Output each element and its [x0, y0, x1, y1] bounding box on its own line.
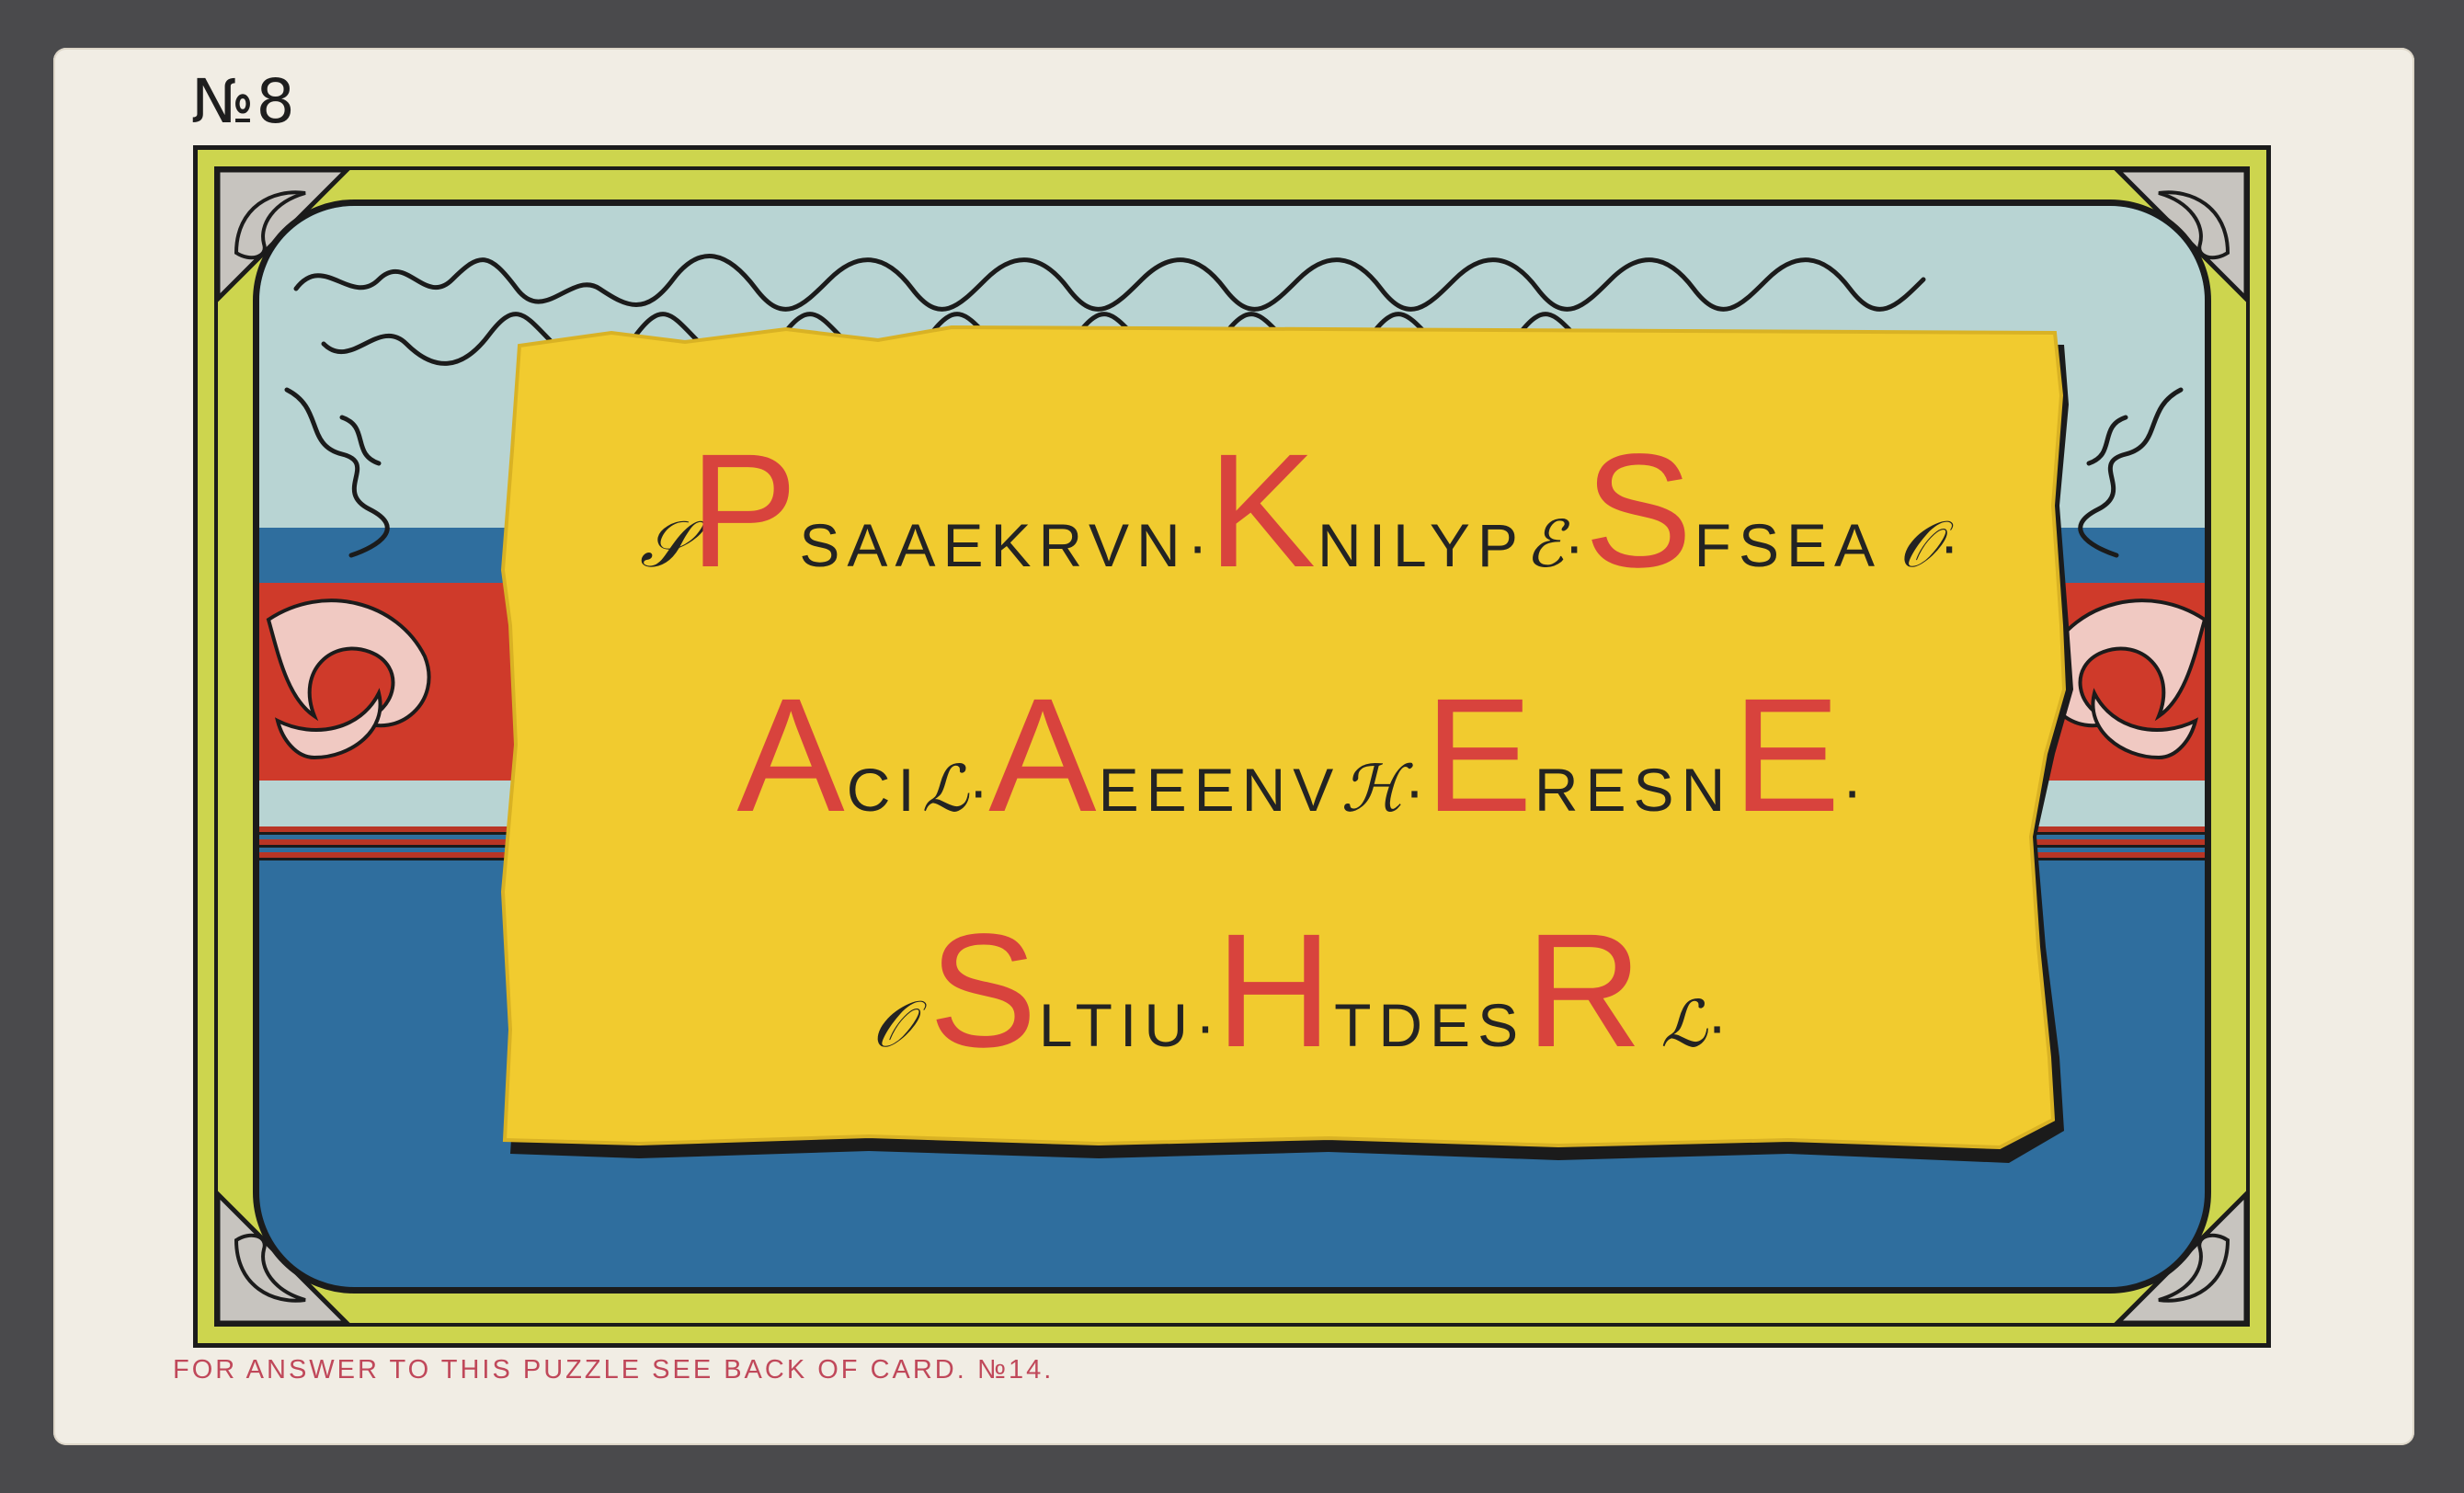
red-initial: E [1732, 666, 1842, 846]
separator-dot: · [1404, 756, 1425, 824]
letter-group: TDES [1334, 991, 1526, 1059]
card-number: №8 [191, 66, 297, 137]
letter-group: RESN [1534, 756, 1733, 824]
puzzle-card [53, 48, 2414, 1445]
separator-dot: · [1564, 511, 1585, 579]
letter-group: NILYP [1318, 511, 1525, 579]
red-initial: A [988, 666, 1099, 846]
script-letter: ℰ [1524, 507, 1565, 582]
separator-dot: · [1194, 991, 1215, 1059]
script-letter: 𝒪 [872, 986, 913, 1062]
separator-dot: · [968, 756, 989, 824]
separator-dot: · [1842, 756, 1863, 824]
answer-note: FOR ANSWER TO THIS PUZZLE SEE BACK OF CARD. №14. [173, 1355, 1055, 1385]
red-initial: S [929, 901, 1039, 1081]
red-initial: R [1525, 901, 1645, 1081]
torn-paper-panel [501, 322, 2098, 1197]
letter-group: EEENV [1098, 756, 1341, 824]
script-letter: ℒ [1660, 986, 1707, 1062]
separator-dot: · [1706, 991, 1728, 1059]
script-letter: 𝒮 [639, 507, 690, 582]
letter-group: LTIU [1038, 991, 1195, 1059]
red-initial: S [1584, 421, 1694, 601]
puzzle-text [501, 322, 2098, 1197]
red-initial: H [1215, 901, 1335, 1081]
puzzle-row-1 [501, 421, 2098, 601]
red-initial: E [1424, 666, 1534, 846]
separator-dot: · [1939, 511, 1960, 579]
puzzle-row-2 [501, 666, 2098, 846]
red-initial: K [1207, 421, 1318, 601]
script-letter: ℋ [1340, 751, 1405, 826]
red-initial: P [690, 421, 800, 601]
letter-group: SAAEKRVN [799, 511, 1188, 579]
puzzle-row-3 [501, 901, 2098, 1081]
letter-group: FSEA [1694, 511, 1883, 579]
script-letter: ℒ [921, 751, 969, 826]
red-initial: A [736, 666, 847, 846]
letter-group: CI [846, 756, 922, 824]
separator-dot: · [1187, 511, 1208, 579]
script-letter: 𝒪 [1899, 507, 1940, 582]
